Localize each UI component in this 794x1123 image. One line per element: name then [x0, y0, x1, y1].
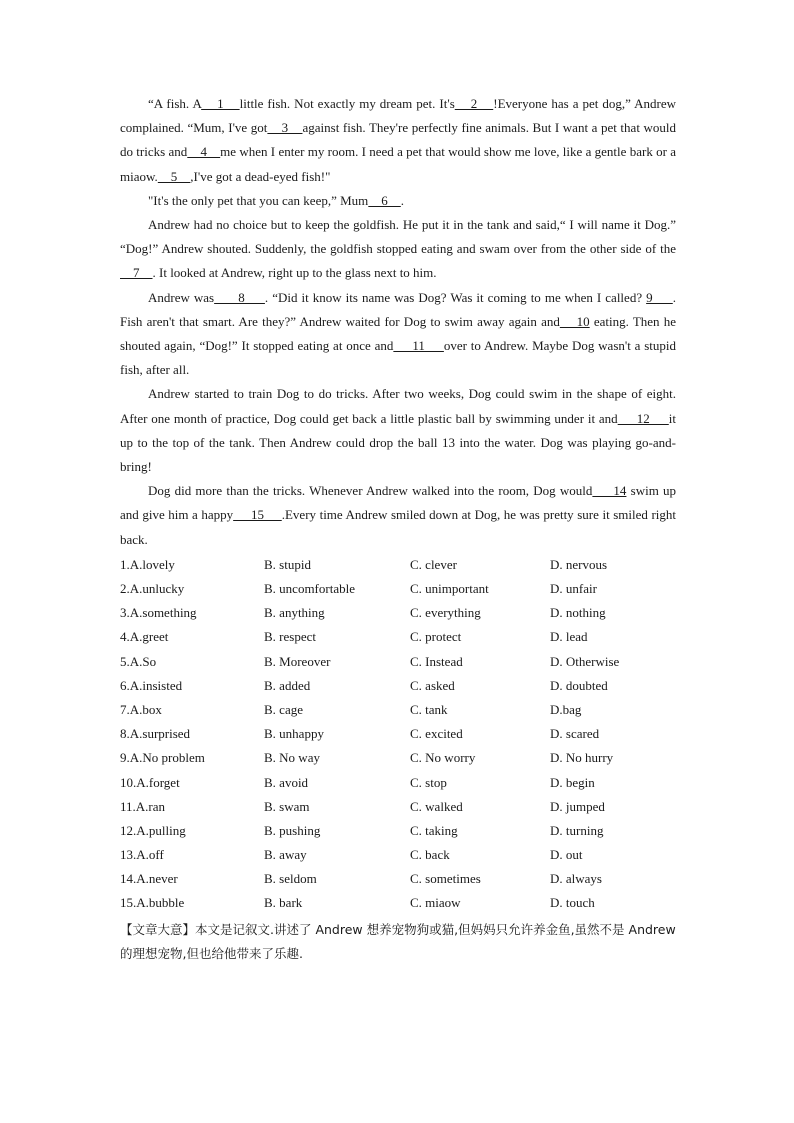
- option-choice: B. No way: [264, 750, 320, 766]
- option-choice: C. stop: [410, 774, 447, 790]
- option-choice: D. jumped: [550, 798, 605, 814]
- option-choice: B. respect: [264, 629, 316, 645]
- blank-number: 15: [233, 507, 282, 523]
- passage-text: over to Andrew. Maybe Dog wasn't a stupid fish, after all.: [120, 338, 676, 378]
- option-row: [120, 722, 676, 746]
- blank-number: 4: [187, 144, 221, 160]
- option-choice: B. cage: [264, 701, 303, 717]
- option-choice: 14.A.never: [120, 871, 178, 887]
- option-choice: B. pushing: [264, 822, 321, 838]
- passage-text: ,I've got a dead-eyed fish!": [190, 168, 331, 184]
- option-choice: B. unhappy: [264, 726, 324, 742]
- option-row: [120, 843, 676, 867]
- passage-text: .Every time Andrew smiled down at Dog, he was pretty sure it smiled right back.: [120, 507, 677, 547]
- blank-number: 12: [617, 410, 669, 426]
- option-choice: B. anything: [264, 605, 325, 621]
- blank-number: 2: [454, 96, 494, 111]
- option-choice: 6.A.insisted: [120, 677, 183, 693]
- passage-paragraph: [120, 479, 676, 552]
- option-row: [120, 674, 676, 698]
- passage-text: Andrew was: [148, 289, 215, 305]
- option-choice: D. doubted: [550, 677, 608, 693]
- document-page: [120, 92, 676, 966]
- option-choice: C. sometimes: [410, 871, 481, 887]
- passage-text: eating. Then he shouted again, “Dog!” It stopped eating at once and: [120, 313, 677, 354]
- passage-text: . “Did it know its name was Dog? Was it coming to me when I called?: [264, 289, 647, 305]
- option-choice: B. Moreover: [264, 653, 331, 669]
- option-choice: B. bark: [264, 895, 303, 911]
- passage-text: little fish. Not exactly my dream pet. It's: [239, 96, 455, 111]
- passage-paragraph: [120, 213, 676, 286]
- passage-paragraph: [120, 92, 676, 189]
- option-choice: C. tank: [410, 701, 448, 717]
- option-row: [120, 553, 676, 577]
- passage-text: !Everyone has a pet dog,” Andrew complained. “Mum, I've got: [120, 96, 677, 136]
- option-choice: D. nervous: [550, 556, 608, 572]
- option-row: [120, 891, 676, 915]
- option-choice: D. begin: [550, 774, 595, 790]
- blank-number: 6: [368, 192, 401, 208]
- blank-number: 9: [646, 289, 673, 305]
- option-choice: B. stupid: [264, 556, 311, 572]
- option-choice: 4.A.greet: [120, 629, 169, 645]
- blank-number: 11: [393, 338, 444, 354]
- option-choice: C. taking: [410, 822, 458, 838]
- option-choice: C. walked: [410, 798, 463, 814]
- option-row: [120, 601, 676, 625]
- option-choice: C. clever: [410, 556, 457, 572]
- blank-number: 10: [559, 313, 590, 329]
- option-choice: D. unfair: [550, 581, 597, 597]
- option-choice: C. unimportant: [410, 581, 489, 597]
- option-choice: 1.A.lovely: [120, 556, 175, 572]
- passage-text: Andrew started to train Dog to do tricks. After two weeks, Dog could swim in the shape of eight. After one month of practice, Dog could get back a little plastic ball by swimming under it and: [120, 386, 676, 426]
- option-choice: D. scared: [550, 726, 600, 742]
- option-choice: D. touch: [550, 895, 595, 911]
- passage-text: .: [400, 192, 405, 208]
- option-choice: B. avoid: [264, 774, 309, 790]
- option-choice: D. No hurry: [550, 750, 614, 766]
- option-choice: 11.A.ran: [120, 798, 166, 814]
- option-choice: C. No worry: [410, 750, 476, 766]
- option-choice: B. away: [264, 847, 307, 863]
- option-choice: C. Instead: [410, 653, 463, 669]
- option-choice: B. seldom: [264, 871, 317, 887]
- option-choice: B. swam: [264, 798, 310, 814]
- option-row: [120, 867, 676, 891]
- option-choice: D. turning: [550, 822, 604, 838]
- passage-text: . Fish aren't that smart. Are they?” Andrew waited for Dog to swim away again and: [120, 289, 677, 329]
- option-row: [120, 625, 676, 649]
- option-row: [120, 698, 676, 722]
- option-choice: 9.A.No problem: [120, 750, 205, 766]
- option-row: [120, 577, 676, 601]
- option-choice: 5.A.So: [120, 653, 157, 669]
- option-choice: D. always: [550, 871, 602, 887]
- option-choice: D. out: [550, 847, 583, 863]
- blank-number: 7: [120, 265, 153, 281]
- option-choice: D.bag: [550, 701, 582, 717]
- option-choice: 7.A.box: [120, 701, 162, 717]
- option-choice: C. protect: [410, 629, 462, 645]
- option-choice: 8.A.surprised: [120, 726, 191, 742]
- answer-options: [120, 553, 676, 916]
- passage-text: me when I enter my room. I need a pet that would show me love, like a gentle bark or a miaow.: [120, 144, 677, 184]
- option-choice: 10.A.forget: [120, 774, 180, 790]
- blank-number: 5: [157, 168, 191, 184]
- passage-text: swim up and give him a happy: [120, 483, 677, 523]
- option-choice: C. asked: [410, 677, 455, 693]
- option-choice: C. miaow: [410, 895, 461, 911]
- option-row: [120, 746, 676, 770]
- passage-text: "It's the only pet that you can keep,” Mum: [148, 192, 369, 208]
- option-choice: C. back: [410, 847, 450, 863]
- passage-paragraph: [120, 382, 676, 479]
- option-choice: C. everything: [410, 605, 481, 621]
- passage-text: . It looked at Andrew, right up to the glass next to him.: [152, 265, 437, 281]
- passage-text: against fish. They're perfectly fine animals. But I want a pet that would do tricks and: [120, 120, 677, 160]
- option-choice: 3.A.something: [120, 605, 197, 621]
- article-summary: 【文章大意】本文是记叙文.讲述了 Andrew 想养宠物狗或猫,但妈妈只允许养金鱼,虽然不是 Andrew 的理想宠物,但也给他带来了乐趣.: [120, 921, 676, 961]
- option-choice: 15.A.bubble: [120, 895, 185, 911]
- blank-number: 8: [214, 289, 265, 305]
- blank-number: 1: [201, 96, 240, 111]
- passage-paragraph: [120, 286, 676, 383]
- option-row: [120, 771, 676, 795]
- option-choice: D. lead: [550, 629, 588, 645]
- option-choice: 13.A.off: [120, 847, 164, 863]
- option-choice: B. added: [264, 677, 311, 693]
- option-row: [120, 795, 676, 819]
- option-choice: C. excited: [410, 726, 463, 742]
- option-choice: 12.A.pulling: [120, 822, 186, 838]
- option-row: [120, 650, 676, 674]
- option-row: [120, 819, 676, 843]
- cloze-passage: [120, 92, 676, 552]
- blank-number: 14: [592, 483, 627, 499]
- option-choice: D. nothing: [550, 605, 606, 621]
- option-choice: D. Otherwise: [550, 653, 620, 669]
- blank-number: 3: [267, 120, 303, 136]
- option-choice: 2.A.unlucky: [120, 581, 185, 597]
- option-choice: B. uncomfortable: [264, 581, 355, 597]
- passage-paragraph: [120, 189, 676, 213]
- passage-text: it up to the top of the tank. Then Andrew could drop the ball 13 into the water. Dog was playing go-and-bring!: [120, 410, 677, 475]
- passage-text: Andrew had no choice but to keep the goldfish. He put it in the tank and said,“ I will name it Dog.” “Dog!” Andrew shouted. Suddenly, the goldfish stopped eating and swam over from the other side of the: [120, 217, 676, 257]
- passage-text: “A fish. A: [148, 96, 202, 111]
- passage-text: Dog did more than the tricks. Whenever Andrew walked into the room, Dog would: [148, 483, 593, 499]
